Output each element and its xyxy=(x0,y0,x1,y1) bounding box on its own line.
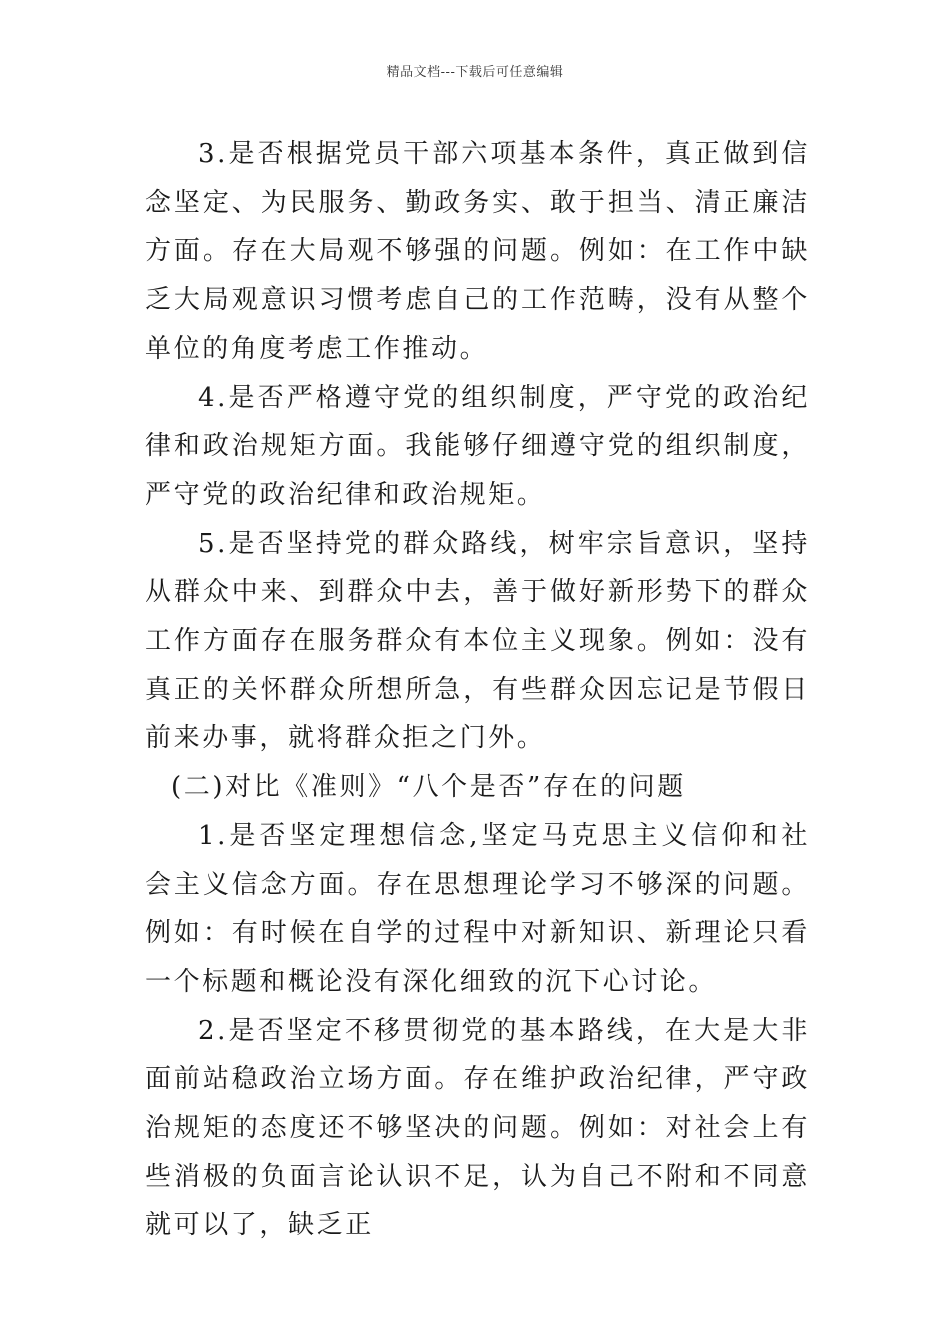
paragraph-item-1: 1.是否坚定理想信念,坚定马克思主义信仰和社会主义信念方面。存在思想理论学习不够深的问题。例如：有时候在自学的过程中对新知识、新理论只看一个标题和概论没有深化细致的沉下心讨论。 xyxy=(145,820,810,997)
document-body xyxy=(145,130,810,1250)
paragraph-item-5: 5.是否坚持党的群众路线，树牢宗旨意识，坚持从群众中来、到群众中去，善于做好新形势下的群众工作方面存在服务群众有本位主义现象。例如：没有真正的关怀群众所想所急，有些群众因忘记是节假日前来办事，就将群众拒之门外。 xyxy=(145,528,810,754)
paragraph-item-4: 4.是否严格遵守党的组织制度，严守党的政治纪律和政治规矩方面。我能够仔细遵守党的组织制度，严守党的政治纪律和政治规矩。 xyxy=(145,382,810,510)
page-header: 精品文档---下载后可任意编辑 xyxy=(386,65,564,80)
paragraph-item-2: 2.是否坚定不移贯彻党的基本路线，在大是大非面前站稳政治立场方面。存在维护政治纪律，严守政治规矩的态度还不够坚决的问题。例如：对社会上有些消极的负面言论认识不足，认为自己不附和不同意就可以了，缺乏正 xyxy=(145,1015,810,1241)
section-heading: (二)对比《准则》“八个是否”存在的问题 xyxy=(171,772,686,803)
paragraph-item-3: 3.是否根据党员干部六项基本条件，真正做到信念坚定、为民服务、勤政务实、敢于担当、清正廉洁方面。存在大局观不够强的问题。例如：在工作中缺乏大局观意识习惯考虑自己的工作范畴，没有从整个单位的角度考虑工作推动。 xyxy=(145,139,810,364)
